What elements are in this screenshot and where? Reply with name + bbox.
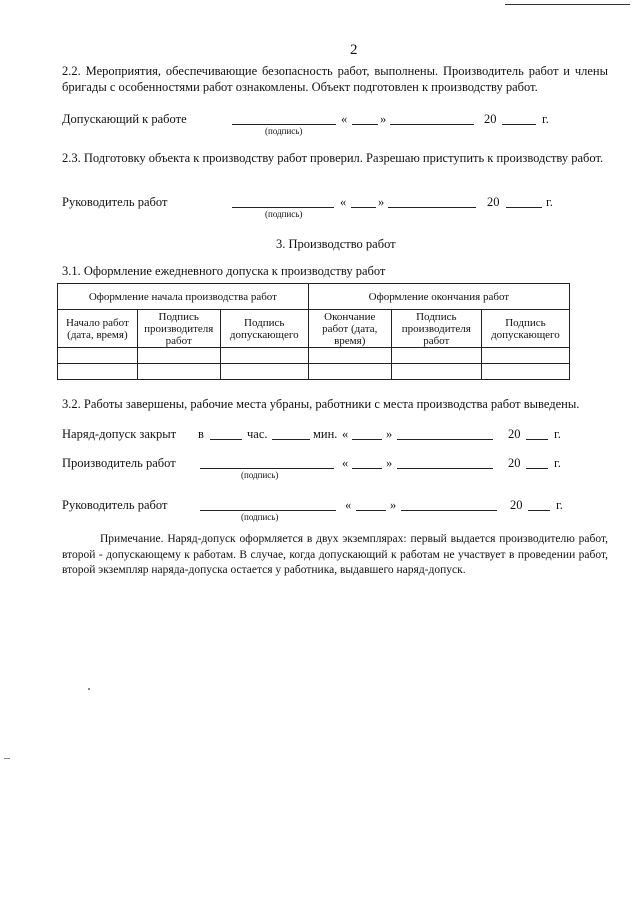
table-row [58, 364, 570, 380]
manager-close-month-field[interactable] [401, 510, 497, 511]
producer-signature-field[interactable] [200, 468, 334, 469]
close-quote: » [386, 456, 393, 470]
col-start-time: Начало работ (дата, время) [58, 310, 138, 348]
scan-speck [88, 688, 90, 690]
closed-year-field[interactable] [526, 439, 548, 440]
table-row [58, 348, 570, 364]
admitter-year-field[interactable] [502, 124, 536, 125]
admitter-label: Допускающий к работе [62, 112, 187, 126]
producer-month-field[interactable] [397, 468, 493, 469]
producer-label: Производитель работ [62, 456, 176, 470]
col-admitter-signature: Подпись допускающего [220, 310, 308, 348]
manager-close-signature-field[interactable] [200, 510, 336, 511]
manager-signature-field[interactable] [232, 207, 334, 208]
year-prefix: 20 [510, 498, 523, 512]
admitter-month-field[interactable] [390, 124, 474, 125]
col-producer-signature: Подпись производителя работ [137, 310, 220, 348]
col-producer-signature: Подпись производителя работ [391, 310, 481, 348]
open-quote: « [340, 195, 347, 209]
year-suffix: г. [546, 195, 553, 209]
year-suffix: г. [554, 456, 561, 470]
manager-day-field[interactable] [351, 207, 376, 208]
signature-caption: (подпись) [265, 126, 303, 136]
manager-close-year-field[interactable] [528, 510, 550, 511]
closed-label: Наряд-допуск закрыт [62, 427, 177, 441]
year-prefix: 20 [508, 456, 521, 470]
closed-day-field[interactable] [352, 439, 382, 440]
manager-month-field[interactable] [388, 207, 476, 208]
year-suffix: г. [554, 427, 561, 441]
section-3-2-text: 3.2. Работы завершены, рабочие места убраны, работники с места производства работ выведены. [62, 397, 580, 411]
section-3-title: 3. Производство работ [276, 237, 396, 251]
group-start-header: Оформление начала производства работ [58, 284, 309, 310]
year-suffix: г. [542, 112, 549, 126]
col-end-time: Окончание работ (дата, время) [308, 310, 391, 348]
manager-close-label: Руководитель работ [62, 498, 168, 512]
daily-admission-table [57, 283, 570, 380]
manager-year-field[interactable] [506, 207, 542, 208]
signature-caption: (подпись) [265, 209, 303, 219]
open-quote: « [342, 427, 349, 441]
col-admitter-signature: Подпись допускающего [481, 310, 569, 348]
close-quote: » [386, 427, 393, 441]
section-2-3-text: 2.3. Подготовку объекта к производству работ проверил. Разрешаю приступить к производству работ. [62, 151, 604, 165]
signature-caption: (подпись) [241, 470, 279, 480]
closed-hour-label: час. [247, 427, 268, 441]
open-quote: « [341, 112, 348, 126]
year-prefix: 20 [487, 195, 500, 209]
manager-close-day-field[interactable] [356, 510, 386, 511]
closed-minute-label: мин. [313, 427, 338, 441]
signature-caption: (подпись) [241, 512, 279, 522]
open-quote: « [345, 498, 352, 512]
close-quote: » [390, 498, 397, 512]
section-2-2-text: 2.2. Мероприятия, обеспечивающие безопасность работ, выполнены. Производитель работ и члены бригады с особенностями работ ознакомлены. Объект подготовлен к производству работ. [62, 64, 608, 94]
close-quote: » [380, 112, 387, 126]
group-end-header: Оформление окончания работ [308, 284, 569, 310]
closed-minute-field[interactable] [272, 439, 310, 440]
producer-day-field[interactable] [352, 468, 382, 469]
manager-label: Руководитель работ [62, 195, 168, 209]
year-prefix: 20 [484, 112, 497, 126]
section-3-1-title: 3.1. Оформление ежедневного допуска к производству работ [62, 264, 386, 278]
closed-hour-field[interactable] [210, 439, 242, 440]
note-text: Примечание. Наряд-допуск оформляется в двух экземплярах: первый выдается производителю работ, второй - допускающему к работам. В случае, когда допускающий к работам не участвует в проведении работ, второй экземпляр наряда-допуска остается у работника, выдавшего наряд-допуск. [62, 533, 608, 576]
closed-month-field[interactable] [397, 439, 493, 440]
closed-in: в [198, 427, 204, 441]
open-quote: « [342, 456, 349, 470]
producer-year-field[interactable] [526, 468, 548, 469]
scan-speck [4, 758, 10, 759]
year-suffix: г. [556, 498, 563, 512]
admitter-signature-field[interactable] [232, 124, 336, 125]
scan-edge-line [505, 4, 630, 5]
admitter-day-field[interactable] [352, 124, 378, 125]
page-number: 2 [350, 42, 358, 58]
year-prefix: 20 [508, 427, 521, 441]
close-quote: » [378, 195, 385, 209]
